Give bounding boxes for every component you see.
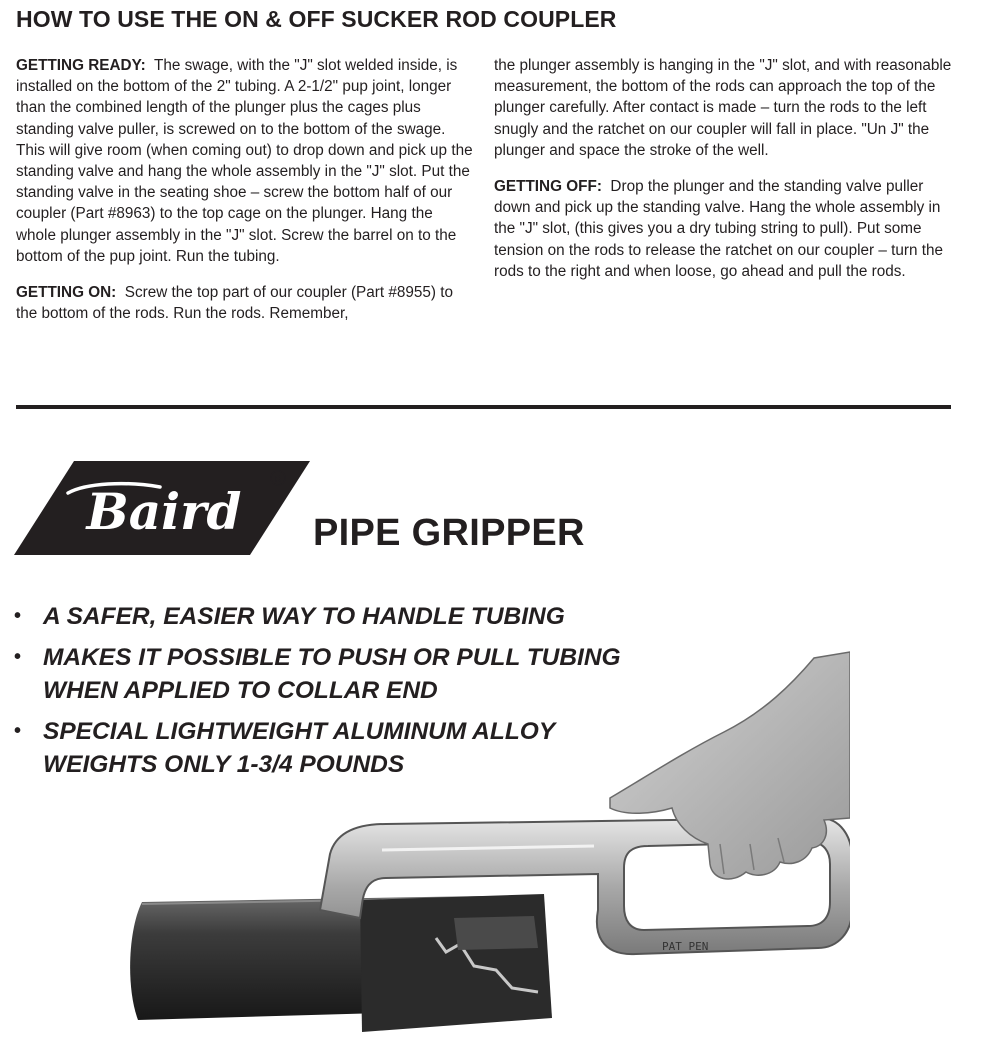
instructions-left-column <box>16 55 476 339</box>
getting-off-paragraph <box>494 176 960 282</box>
pipe-gripper-photo <box>124 648 850 1040</box>
product-title: PIPE GRIPPER <box>313 512 585 554</box>
getting-on-label: GETTING ON: <box>16 284 117 302</box>
getting-on-continued-paragraph <box>494 55 960 161</box>
section-title: HOW TO USE THE ON & OFF SUCKER ROD COUPLER <box>16 6 617 32</box>
feature-text: A SAFER, EASIER WAY TO HANDLE TUBING <box>43 603 565 630</box>
registered-mark: R <box>274 474 282 484</box>
tubing-collar <box>360 894 552 1032</box>
instructions-right-column <box>494 55 960 297</box>
tool-marking: PAT PEN <box>662 940 709 953</box>
getting-on-text: Screw the top part of our coupler (Part #8955) to the bottom of the rods. Run the rods. Remember, <box>16 284 453 323</box>
feature-item <box>14 600 634 633</box>
getting-ready-paragraph <box>16 55 476 267</box>
bullet-icon: • <box>14 646 22 668</box>
brand-name: Baird <box>86 482 242 541</box>
feature-text: SPECIAL LIGHTWEIGHT ALUMINUM ALLOY WEIGHTS ONLY 1-3/4 POUNDS <box>43 718 555 778</box>
getting-on-paragraph <box>16 282 476 324</box>
bullet-icon: • <box>14 720 22 742</box>
getting-off-label: GETTING OFF: <box>494 178 602 196</box>
getting-on-continued-text: the plunger assembly is hanging in the "J" slot, and with reasonable measurement, the bottom of the rods can approach the top of the plunger carefully. After contact is made – turn the rods to the left snugly and the ratchet on our coupler will fall in place. "Un J" the plunger and space the stroke of the well. <box>494 57 952 159</box>
getting-ready-label: GETTING READY: <box>16 57 146 74</box>
feature-text: MAKES IT POSSIBLE TO PUSH OR PULL TUBING WHEN APPLIED TO COLLAR END <box>43 644 621 704</box>
getting-ready-text: The swage, with the "J" slot welded inside, is installed on the bottom of the 2" tubing. A 2-1/2" pup joint, longer than the combined length of the plunger plus the cages plus standing valve puller, is screwed on to the bottom of the swage. This will give room (when coming out) to drop down and pick up the standing valve and hang the whole assembly in the "J" slot. Put the standing valve in the seating shoe – screw the bottom half of our coupler (Part #8963) to the top cage on the plunger. Hang the whole plunger assembly in the "J" slot. Screw the barrel on to the bottom of the pup joint. Run the tubing. <box>16 57 473 265</box>
baird-logo <box>14 459 312 557</box>
section-divider <box>16 405 951 409</box>
bullet-icon: • <box>14 605 22 627</box>
getting-off-text: Drop the plunger and the standing valve puller down and pick up the standing valve. Hang the whole assembly in the "J" slot, (this gives you a dry tubing string to pull). Put some tension on the rods to release the ratchet on our coupler – turn the rods to the right and when loose, go ahead and pull the rods. <box>494 178 943 280</box>
